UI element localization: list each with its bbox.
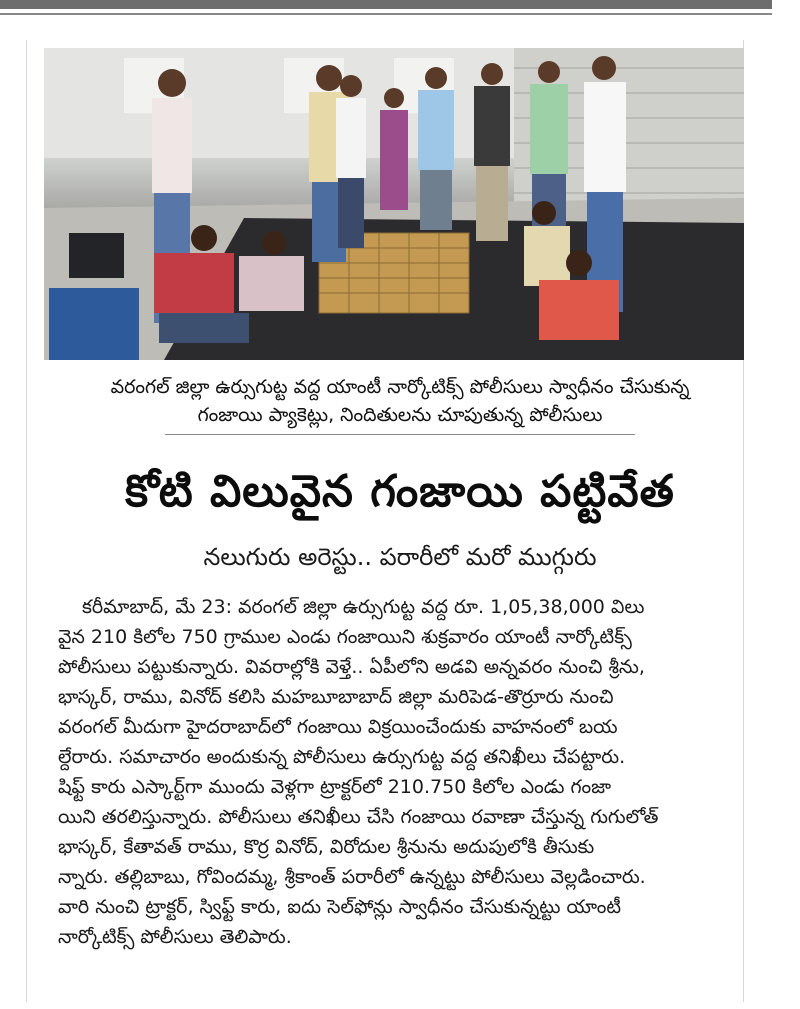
caption-divider bbox=[165, 434, 635, 435]
body-line: పోలీసులు పట్టుకున్నారు. వివరాల్లోకి వెళ్తే.. ఏపీలోని అడవి అన్నవరం నుంచి శ్రీను, bbox=[58, 656, 645, 678]
masthead-rule-thin bbox=[0, 13, 772, 15]
subheadline: నలుగురు అరెస్టు.. పరారీలో మరో ముగ్గురు bbox=[203, 543, 597, 571]
photo-icon bbox=[44, 48, 744, 360]
news-photo bbox=[44, 48, 744, 360]
photo-caption-line-2: గంజాయి ప్యాకెట్లు, నిందితులను చూపుతున్న పోలీసులు bbox=[197, 404, 603, 426]
body-line: యిని తరలిస్తున్నారు. పోలీసులు తనిఖీలు చేసి గంజాయి రవాణా చేస్తున్న గుగులోత్ bbox=[58, 806, 659, 828]
masthead-rule-thick bbox=[0, 0, 772, 9]
body-line: భాస్కర్, రాము, వినోద్ కలిసి మహబూబాబాద్ జిల్లా మరిపెడ-తొర్రూరు నుంచి bbox=[58, 686, 614, 708]
photo-caption-line-1: వరంగల్ జిల్లా ఉర్సుగుట్ట వద్ద యాంటీ నార్కోటిక్స్ పోలీసులు స్వాధీనం చేసుకున్న bbox=[110, 376, 690, 398]
body-line: నార్కోటిక్స్ పోలీసులు తెలిపారు. bbox=[58, 926, 292, 948]
body-line: వరంగల్ మీదుగా హైదరాబాద్‌లో గంజాయి విక్రయించేందుకు వాహనంలో బయ bbox=[58, 716, 618, 738]
body-line: ల్దేరారు. సమాచారం అందుకున్న పోలీసులు ఉర్సుగుట్ట వద్ద తనిఖీలు చేపట్టారు. bbox=[58, 746, 626, 768]
body-line: న్నారు. తల్లిబాబు, గోవిందమ్మ, శ్రీకాంత్ పరారీలో ఉన్నట్టు పోలీసులు వెల్లడించారు. bbox=[58, 866, 646, 888]
body-line: భాస్కర్, కేతావత్ రాము, కొర్ర వినోద్, విరోదుల శ్రీనును అదుపులోకి తీసుకు bbox=[58, 836, 595, 858]
body-line: కరీమాబాద్, మే 23: వరంగల్ జిల్లా ఉర్సుగుట్ట వద్ద రూ. 1,05,38,000 విలు bbox=[82, 596, 645, 618]
body-line: షిఫ్ట్ కారు ఎస్కార్ట్‌గా ముందు వెళ్లగా ట్రాక్టర్‌లో 210.750 కిలోల ఎండు గంజా bbox=[58, 776, 612, 798]
headline: కోటి విలువైన గంజాయి పట్టివేత bbox=[125, 466, 675, 517]
body-line: వైన 210 కిలోల 750 గ్రాముల ఎండు గంజాయిని శుక్రవారం యాంటీ నార్కోటిక్స్ bbox=[58, 626, 632, 648]
article-body bbox=[58, 592, 748, 952]
body-line: వారి నుంచి ట్రాక్టర్, స్విఫ్ట్ కారు, ఐదు సెల్‌ఫోన్లు స్వాధీనం చేసుకున్నట్టు యాంటీ bbox=[58, 896, 622, 918]
